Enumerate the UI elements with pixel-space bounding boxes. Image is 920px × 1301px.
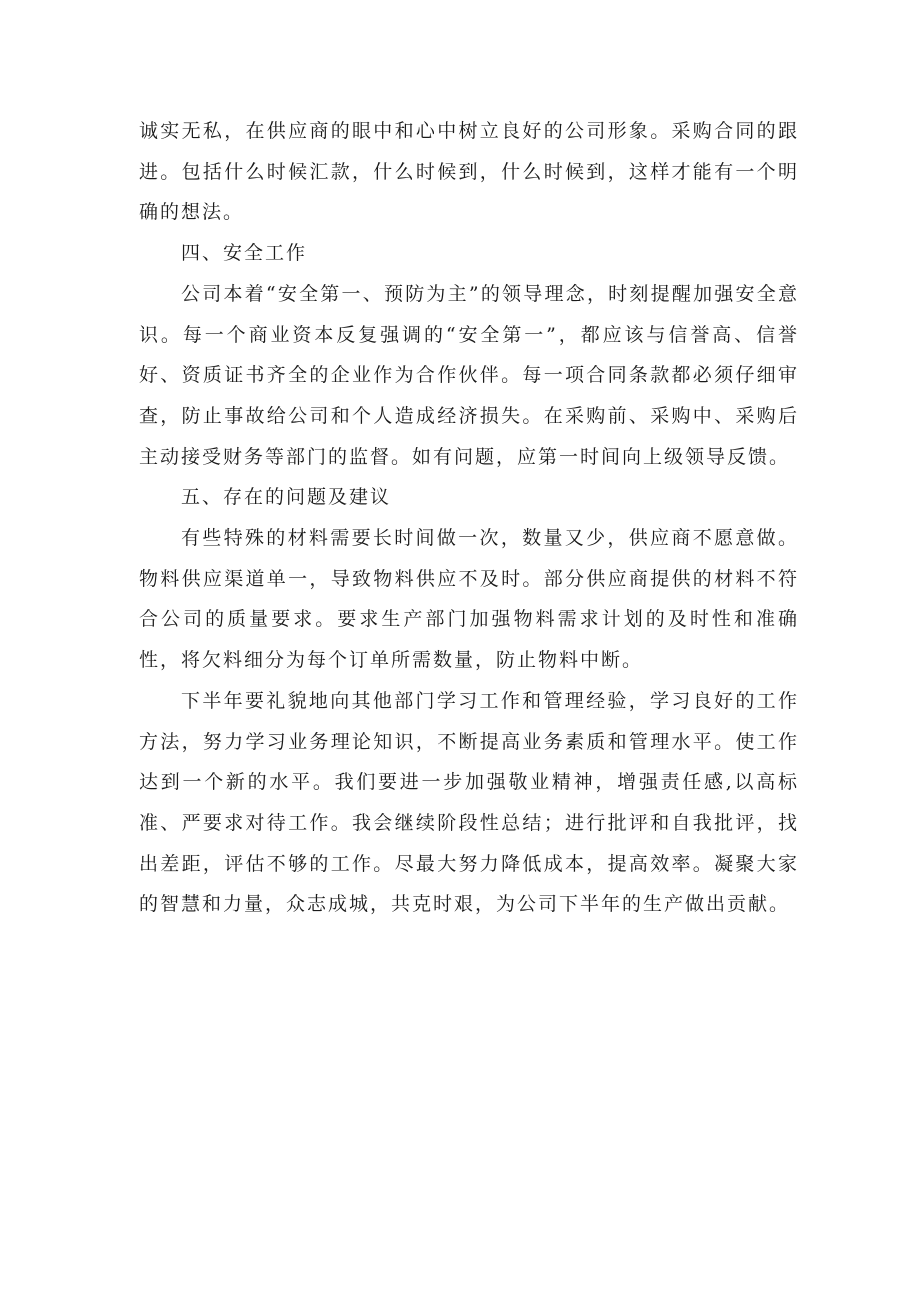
paragraph-problems: 有些特殊的材料需要长时间做一次，数量又少，供应商不愿意做。物料供应渠道单一，导致物料供应不及时。部分供应商提供的材料不符合公司的质量要求。要求生产部门加强物料需求计划的及时性和准确性，将欠料细分为每个订单所需数量，防止物料中断。	[139, 527, 799, 672]
section-heading-safety-work: 四、安全工作	[181, 242, 308, 265]
paragraph-procurement-followup: 诚实无私，在供应商的眼中和心中树立良好的公司形象。采购合同的跟进。包括什么时候汇款，什么时候到，什么时候到，这样才能有一个明确的想法。	[139, 120, 799, 224]
document-body	[139, 111, 799, 925]
section-heading-problems-suggestions: 五、存在的问题及建议	[181, 486, 392, 509]
paragraph-safety-work: 公司本着“安全第一、预防为主”的领导理念，时刻提醒加强安全意识。每一个商业资本反复强调的“安全第一”，都应该与信誉高、信誉好、资质证书齐全的企业作为合作伙伴。每一项合同条款都必须仔细审查，防止事故给公司和个人造成经济损失。在采购前、采购中、采购后主动接受财务等部门的监督。如有问题，应第一时间向上级领导反馈。	[139, 282, 799, 468]
paragraph-second-half-plan: 下半年要礼貌地向其他部门学习工作和管理经验，学习良好的工作方法，努力学习业务理论知识，不断提高业务素质和管理水平。使工作达到一个新的水平。我们要进一步加强敬业精神，增强责任感,以高标准、严要求对待工作。我会继续阶段性总结；进行批评和自我批评，找出差距，评估不够的工作。尽最大努力降低成本，提高效率。凝聚大家的智慧和力量，众志成城，共克时艰，为公司下半年的生产做出贡献。	[139, 689, 799, 916]
